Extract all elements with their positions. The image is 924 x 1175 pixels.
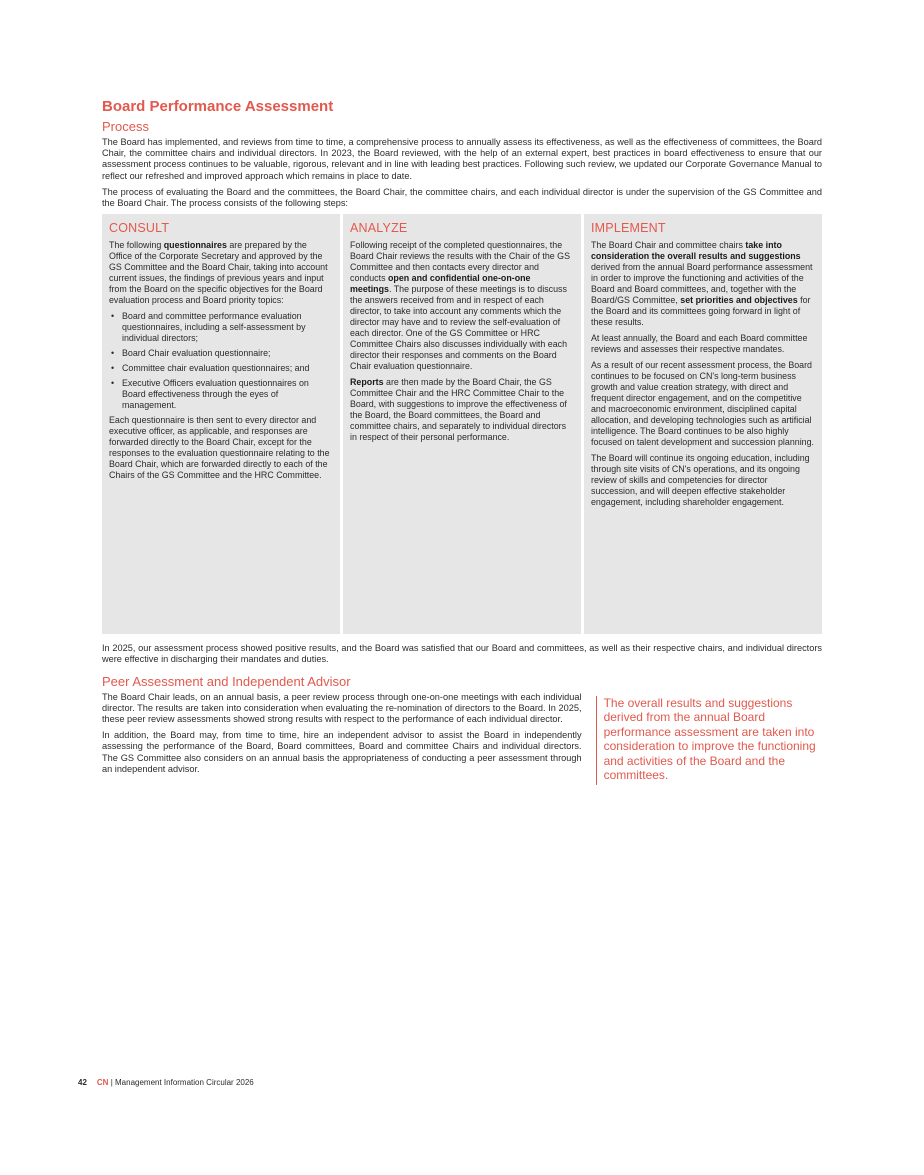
brand-name: CN <box>96 1078 109 1087</box>
peer-text <box>102 692 582 785</box>
consult-title: CONSULT <box>109 221 170 236</box>
footer-separator: | <box>108 1078 115 1087</box>
pull-quote: The overall results and suggestions derived from the annual Board performance assessment are taken into consideration to improve the functioning and activities of the Board and the committees. <box>596 696 822 785</box>
implement-title: IMPLEMENT <box>591 221 666 236</box>
page-number: 42 <box>78 1078 87 1087</box>
page-content <box>102 98 822 785</box>
analyze-paragraph-2: Reports are then made by the Board Chair, the GS Committee Chair and the HRC Committee Chair to the Board, with suggestions to improve the effectiveness of the Board, the Board committees, the Board and committee chairs, and separately to individual directors in respect of their personal performance. <box>350 377 567 443</box>
process-heading: Process <box>102 119 149 134</box>
peer-paragraph-2: In addition, the Board may, from time to time, hire an independent advisor to assist the Board in independently assessing the performance of the Board, Board committees, Board and committee Chairs and individual directors. The GS Committee also considers on an annual basis the appropriateness of conducting a peer assessment through an independent advisor. <box>102 730 582 774</box>
implement-paragraph-4: The Board will continue its ongoing education, including through site visits of CN's operations, and its ongoing review of skills and competencies for director succession, and will deepen effective stakeholder engagement, including shareholder engagement. <box>591 453 810 508</box>
implement-paragraph-3: As a result of our recent assessment process, the Board continues to be focused on CN's long-term business growth and value creation strategy, with direct and frequent director engagement, and on the competitive and macroeconomic environment, disciplined capital allocation, and developing technologies such as artificial intelligence. The Board continues to be also highly focused on talent development and succession planning. <box>591 360 815 448</box>
peer-heading: Peer Assessment and Independent Advisor <box>102 673 351 689</box>
page-heading: Board Performance Assessment <box>102 98 334 115</box>
page-footer <box>78 1078 254 1087</box>
process-paragraph-1: The Board has implemented, and reviews from time to time, a comprehensive process to annually assess its effectiveness, as well as the effectiveness of committees, the Board Chair, the committee chairs and individual directors. In 2023, the Board reviewed, with the help of an external expert, best practices in board effectiveness to ensure that our assessment process continues to be valuable, rigorous, relevant and in line with leading best practices. Following such review, we updated our Corporate Governance Manual to reflect our refreshed and improved approach which remains in place to date. <box>102 137 822 181</box>
implement-column <box>584 214 822 634</box>
analyze-title: ANALYZE <box>350 221 408 236</box>
process-paragraph-2: The process of evaluating the Board and the committees, the Board Chair, the committee chairs, and each individual director is under the supervision of the GS Committee and the Board Chair. The process consists of the following steps: <box>102 186 822 209</box>
implement-paragraph-1: The Board Chair and committee chairs take into consideration the overall results and suggestions derived from the annual Board performance assessment in order to improve the functioning and activities of the Board and Board committees, and, together with the Board/GS Committee, set priorities and objectives for the Board and its committees going forward in light of these results. <box>591 240 813 328</box>
analyze-paragraph-1: Following receipt of the completed questionnaires, the Board Chair reviews the results with the Chair of the GS Committee and then contacts every director and conducts open and confidential one-on-one meetings. The purpose of these meetings is to discuss the answers received from and in respect of each director, to take into account any comments which the director may have and to review the self-evaluation of each director. One of the GS Committee or HRC Committee Chairs also discusses individually with each director their responses and comments on the Board Chair evaluation questionnaire. <box>350 240 570 372</box>
implement-paragraph-2: At least annually, the Board and each Board committee reviews and assesses their respective mandates. <box>591 333 808 355</box>
consult-outro: Each questionnaire is then sent to every director and executive officer, as applicable, and responses are forwarded directly to the Board Chair, except for the responses to the evaluation questionnaire relating to the Board Chair, which are forwarded directly to each of the Chairs of the GS Committee and the HRC Committee. <box>109 415 330 481</box>
consult-questionnaire-list <box>109 311 332 411</box>
consult-intro: The following questionnaires are prepared by the Office of the Corporate Secretary and approved by the GS Committee and the Board Chair, taking into account current issues, the findings of previous years and input from the Board on the specific objectives for the Board evaluation process and Board priority topics: <box>109 240 328 306</box>
analyze-column <box>343 214 581 634</box>
list-item: • Board Chair evaluation questionnaire; <box>109 348 332 359</box>
list-item: • Executive Officers evaluation questionnaires on Board effectiveness through the eyes of management. <box>109 378 332 411</box>
list-item: • Board and committee performance evaluation questionnaires, including a self-assessment by individual directors; <box>109 311 332 344</box>
peer-section <box>102 692 822 785</box>
results-paragraph: In 2025, our assessment process showed positive results, and the Board was satisfied that our Board and committees, as well as their respective chairs, and individual directors were effective in discharging their mandates and duties. <box>102 643 822 665</box>
peer-paragraph-1: The Board Chair leads, on an annual basis, a peer review process through one-on-one meetings with each individual director. The results are taken into consideration when evaluating the re-nomination of directors to the Board. In 2025, these peer review assessments showed strong results with respect to the performance of each individual director. <box>102 691 582 725</box>
consult-column <box>102 214 340 634</box>
process-steps <box>102 214 822 634</box>
list-item: • Committee chair evaluation questionnaires; and <box>109 363 332 374</box>
document-title: Management Information Circular 2026 <box>115 1078 254 1087</box>
